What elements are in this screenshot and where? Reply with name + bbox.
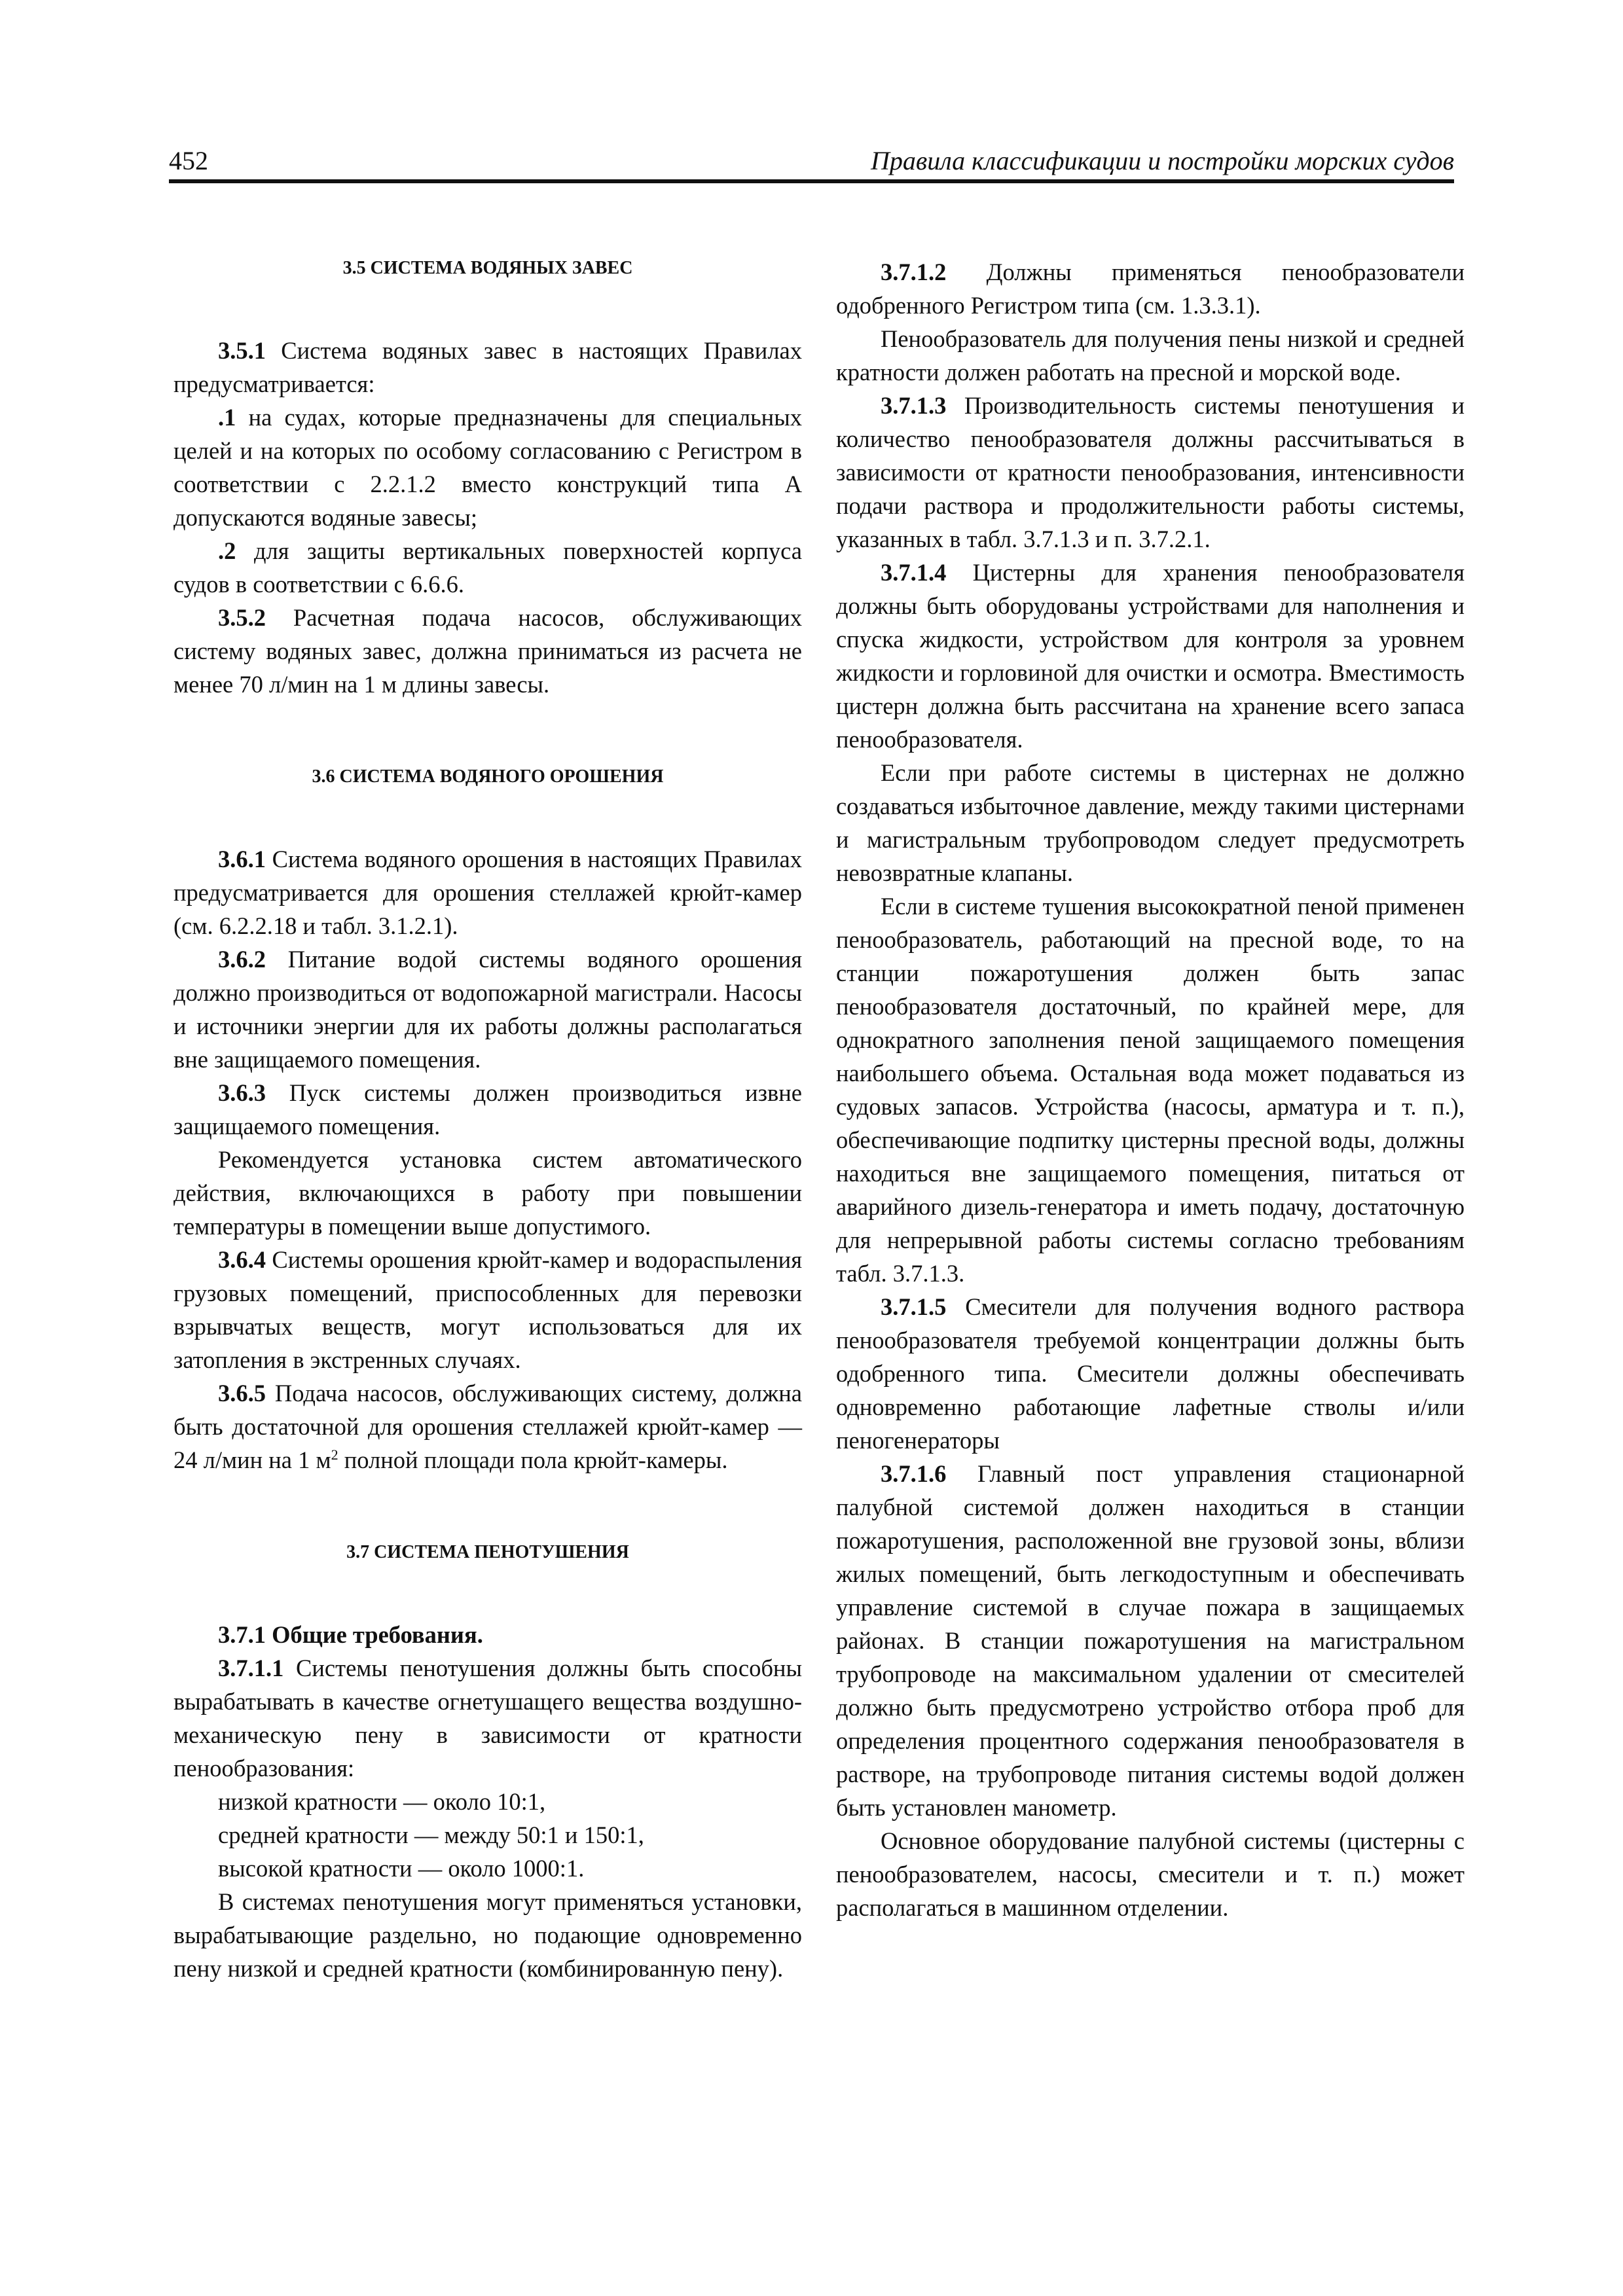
clause-number: 3.7.1.2 <box>881 259 947 285</box>
section-heading-3-5: 3.5 СИСТЕМА ВОДЯНЫХ ЗАВЕС <box>342 258 633 278</box>
clause-number: 3.7.1.5 <box>881 1293 947 1320</box>
item-text: на судах, которые предназначены для специальных целей и на которых по особому согласованию с Регистром в соответствии с 2.2.1.2 вместо конструкций типа А допускаются водяные завесы; <box>173 404 802 531</box>
superscript: 2 <box>331 1446 338 1463</box>
clause-text: Главный пост управления стационарной палубной системой должен находиться в станции пожаротушения, расположенной вне грузовой зоны, вблизи жилых помещений, быть легкодоступным и обеспечивать управление системой в случае пожара в защищаемых районах. В станции пожаротушения на магистральном трубопроводе на максимальном удалении от смесителей должно быть предусмотрено устройство отбора проб для определения процентного содержания пенообразователя в растворе, на трубопроводе питания системы водой должен быть установлен манометр. <box>836 1460 1465 1821</box>
list-item-mid: средней кратности — между 50:1 и 150:1, <box>218 1821 644 1848</box>
paragraph-3-6-5 <box>173 1376 802 1477</box>
clause-number: 3.6.5 <box>218 1380 266 1407</box>
clause-text: Системы пенотушения должны быть способны вырабатывать в качестве огнетушащего вещества воздушно-механическую пену в зависимости от кратности пенообразования: <box>173 1655 802 1782</box>
paragraph-3-5-1 <box>173 334 802 401</box>
paragraph-3-6-2 <box>173 942 802 1076</box>
header-rule <box>169 179 1454 183</box>
clause-text: Расчетная подача насосов, обслуживающих систему водяных завес, должна приниматься из расчета не менее 70 л/мин на 1 м длины завесы. <box>173 604 802 698</box>
clause-number: 3.6.3 <box>218 1079 266 1106</box>
left-column <box>173 255 802 1985</box>
right-column <box>836 255 1465 1924</box>
paragraph-3-6-3-recommendation: Рекомендуется установка систем автоматического действия, включающихся в работу при повышении температуры в помещении выше допустимого. <box>173 1146 802 1240</box>
clause-number: 3.6.2 <box>218 946 266 973</box>
paragraph-3-7-1-4-b: Если при работе системы в цистернах не должно создаваться избыточное давление, между такими цистернами и магистральным трубопроводом следует предусмотреть невозвратные клапаны. <box>836 759 1465 886</box>
item-text: для защиты вертикальных поверхностей корпуса судов в соответствии с 6.6.6. <box>173 537 802 598</box>
paragraph-3-6-3 <box>173 1076 802 1143</box>
clause-number: 3.7.1.1 <box>218 1655 284 1681</box>
clause-text: Системы орошения крюйт-камер и водораспыления грузовых помещений, приспособленных для перевозки взрывчатых веществ, могут использоваться для их затопления в экстренных случаях. <box>173 1246 802 1373</box>
clause-number: 3.7.1.6 <box>881 1460 947 1487</box>
paragraph-3-7-1-5 <box>836 1290 1465 1457</box>
list-item-high: высокой кратности — около 1000:1. <box>218 1855 585 1882</box>
paragraph-3-5-2 <box>173 601 802 701</box>
clause-number: 3.6.1 <box>218 846 266 872</box>
clause-text: Производительность системы пенотушения и количество пенообразователя должны рассчитываться в зависимости от кратности пенообразования, интенсивности подачи раствора и продолжительности работы системы, указанных в табл. 3.7.1.3 и п. 3.7.2.1. <box>836 392 1465 552</box>
paragraph-3-7-1-6-b: Основное оборудование палубной системы (цистерны с пенообразователем, насосы, смесители и т. п.) может располагаться в машинном отделении. <box>836 1827 1465 1921</box>
clause-text: Система водяного орошения в настоящих Правилах предусматривается для орошения стеллажей крюйт-камер (см. 6.2.2.18 и табл. 3.1.2.1). <box>173 846 802 939</box>
paragraph-3-5-1-1 <box>173 401 802 534</box>
clause-number: 3.5.1 <box>218 337 266 364</box>
paragraph-3-6-1 <box>173 842 802 942</box>
paragraph-3-7-1-2 <box>836 255 1465 322</box>
list-item-low: низкой кратности — около 10:1, <box>218 1788 546 1815</box>
section-heading-3-6: 3.6 СИСТЕМА ВОДЯНОГО ОРОШЕНИЯ <box>312 766 664 787</box>
item-number: .1 <box>218 404 236 431</box>
paragraph-combined-foam: В системах пенотушения могут применяться установки, вырабатывающие раздельно, но подающие одновременно пену низкой и средней кратности (комбинированную пену). <box>173 1888 802 1982</box>
paragraph-3-7-1-6 <box>836 1457 1465 1824</box>
clause-number: 3.7.1.3 <box>881 392 947 419</box>
paragraph-3-7-1-2-b: Пенообразователь для получения пены низкой и средней кратности должен работать на пресной и морской воде. <box>836 325 1465 386</box>
clause-text: Пуск системы должен производиться извне защищаемого помещения. <box>173 1079 802 1139</box>
paragraph-3-7-1-3 <box>836 389 1465 556</box>
paragraph-3-7-1-1 <box>173 1651 802 1785</box>
paragraph-3-6-4 <box>173 1243 802 1376</box>
clause-text: Питание водой системы водяного орошения должно производиться от водопожарной магистрали. Насосы и источники энергии для их работы должны располагаться вне защищаемого помещения. <box>173 946 802 1073</box>
page-number: 452 <box>169 146 208 175</box>
clause-number: 3.6.4 <box>218 1246 266 1273</box>
clause-text: Должны применяться пенообразователи одобренного Регистром типа (см. 1.3.3.1). <box>836 259 1465 319</box>
subsection-heading-3-7-1: 3.7.1 Общие требования. <box>218 1621 483 1648</box>
clause-text-cont: полной площади пола крюйт-камеры. <box>338 1446 728 1473</box>
clause-text: Смесители для получения водного раствора пенообразователя требуемой концентрации должны быть одобренного типа. Смесители должны обеспечивать одновременно работающие лафетные стволы и/или пеногенераторы <box>836 1293 1465 1454</box>
paragraph-3-7-1-4-c: Если в системе тушения высокократной пеной применен пенообразователь, работающий на пресной воде, то на станции пожаротушения должен быть запас пенообразователя достаточный, по крайней мере, для однократного заполнения пеной защищаемого помещения наибольшего объема. Остальная вода может подаваться из судовых запасов. Устройства (насосы, арматура и т. п.), обеспечивающие подпитку цистерны пресной воды, должны находиться вне защищаемого помещения, питаться от аварийного дизель-генератора и иметь подачу, достаточную для непрерывной работы системы согласно требованиям табл. 3.7.1.3. <box>836 893 1465 1287</box>
clause-text: Система водяных завес в настоящих Правилах предусматривается: <box>173 337 802 397</box>
paragraph-3-5-1-2 <box>173 534 802 601</box>
clause-number: 3.5.2 <box>218 604 266 631</box>
item-number: .2 <box>218 537 236 564</box>
paragraph-3-7-1-4 <box>836 556 1465 756</box>
section-heading-3-7: 3.7 СИСТЕМА ПЕНОТУШЕНИЯ <box>346 1542 629 1562</box>
book-title: Правила классификации и постройки морских судов <box>870 146 1454 175</box>
clause-number: 3.7.1.4 <box>881 559 947 586</box>
clause-text: Подача насосов, обслуживающих систему, должна быть достаточной для орошения стеллажей крюйт-камер — 24 л/мин на 1 м <box>173 1380 802 1473</box>
clause-text: Цистерны для хранения пенообразователя должны быть оборудованы устройствами для наполнения и спуска жидкости, устройством для контроля за уровнем жидкости и горловиной для очистки и осмотра. Вместимость цистерн должна быть рассчитана на хранение всего запаса пенообразователя. <box>836 559 1465 753</box>
